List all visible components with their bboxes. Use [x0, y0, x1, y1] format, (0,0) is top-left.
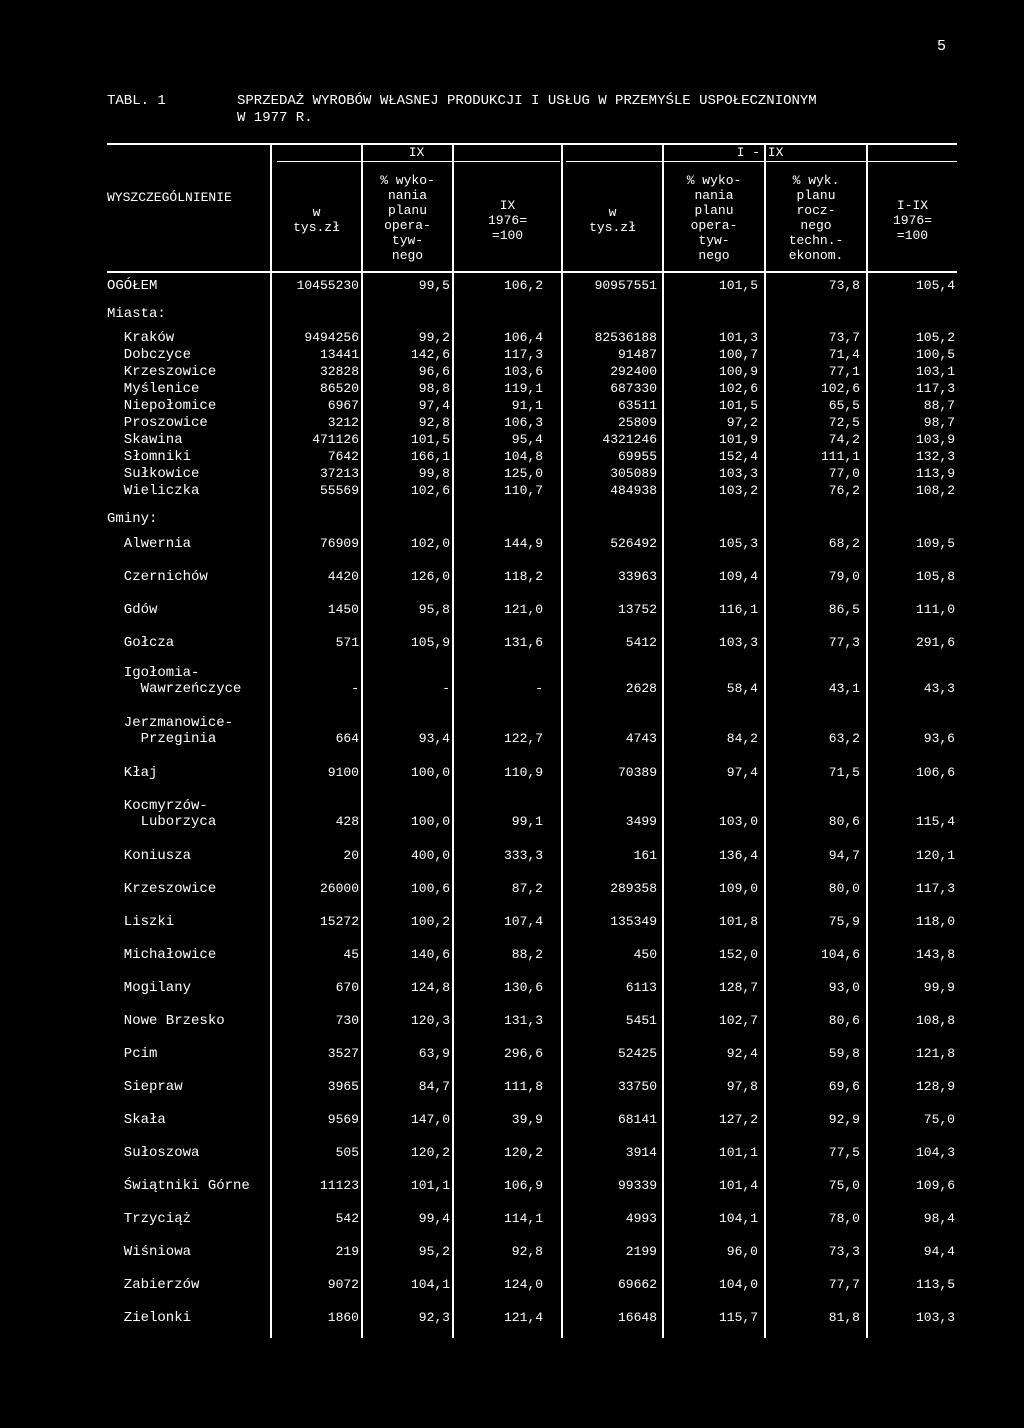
table-cell: 99,1 [511, 814, 543, 829]
table-cell: 33750 [617, 1079, 657, 1094]
table-cell: 94,4 [923, 1244, 955, 1259]
row-label: OGÓŁEM [107, 278, 158, 294]
table-cell: 16648 [617, 1310, 657, 1325]
table-cell: 92,8 [418, 415, 450, 430]
table-cell: 73,7 [828, 330, 860, 345]
row-label: Słomniki [107, 449, 192, 465]
row-label: Michałowice [107, 947, 217, 963]
table-cell: 25809 [617, 415, 657, 430]
table-cell: 94,7 [828, 848, 860, 863]
table-cell: 99,5 [418, 278, 450, 293]
table-cell: 3212 [327, 415, 359, 430]
row-label: Miasta: [107, 306, 166, 322]
table-cell: 3965 [327, 1079, 359, 1094]
table-cell: 100,5 [915, 347, 955, 362]
item-header: WYSZCZEGÓLNIENIE [107, 190, 232, 205]
table-cell: 99339 [617, 1178, 657, 1193]
row-label: Jerzmanowice- Przeginia [123, 715, 234, 747]
table-cell: 104,8 [503, 449, 543, 464]
table-cell: 4321246 [602, 432, 657, 447]
table-cell: 63,2 [828, 731, 860, 746]
table-cell: 106,9 [503, 1178, 543, 1193]
table-cell: 103,3 [915, 1310, 955, 1325]
table-cell: 33963 [617, 569, 657, 584]
table-cell: 26000 [319, 881, 359, 896]
table-cell: 128,7 [718, 980, 758, 995]
row-label: Kraków [107, 330, 175, 346]
table-cell: 111,1 [820, 449, 860, 464]
row-label: Sułoszowa [107, 1145, 200, 1161]
table-cell: 130,6 [503, 980, 543, 995]
table-cell: 117,3 [503, 347, 543, 362]
table-cell: 75,9 [828, 914, 860, 929]
table-cell: 296,6 [503, 1046, 543, 1061]
table-cell: 100,0 [410, 814, 450, 829]
table-cell: 124,8 [410, 980, 450, 995]
table-cell: 114,1 [503, 1211, 543, 1226]
row-label: Trzyciąż [107, 1211, 192, 1227]
table-cell: 100,6 [410, 881, 450, 896]
table-cell: 305089 [610, 466, 657, 481]
table-cell: 59,8 [828, 1046, 860, 1061]
page-number: 5 [937, 38, 947, 55]
table-cell: 99,4 [418, 1211, 450, 1226]
table-cell: 118,2 [503, 569, 543, 584]
table-cell: 77,1 [828, 364, 860, 379]
table-cell: 102,7 [718, 1013, 758, 1028]
table-cell: 15272 [319, 914, 359, 929]
table-cell: 289358 [610, 881, 657, 896]
table-cell: 101,5 [410, 432, 450, 447]
table-cell: 101,5 [718, 278, 758, 293]
table-cell: 103,0 [718, 814, 758, 829]
table-cell: 93,0 [828, 980, 860, 995]
row-label: Skała [107, 1112, 166, 1128]
table-cell: 147,0 [410, 1112, 450, 1127]
col-header-value-i-ix: w tys.zł [589, 205, 636, 235]
table-cell: 43,1 [828, 681, 860, 696]
table-cell: 87,2 [511, 881, 543, 896]
table-cell: 6967 [327, 398, 359, 413]
table-cell: 103,2 [718, 483, 758, 498]
table-cell: 77,7 [828, 1277, 860, 1292]
row-label: Myślenice [107, 381, 200, 397]
row-label: Świątniki Górne [107, 1178, 250, 1194]
group-i-ix-rule [566, 161, 957, 162]
table-cell: 73,8 [828, 278, 860, 293]
table-cell: 71,4 [828, 347, 860, 362]
table-cell: 80,0 [828, 881, 860, 896]
table-cell: 11123 [319, 1178, 359, 1193]
table-cell: 13752 [617, 602, 657, 617]
table-label: TABL. 1 [107, 93, 166, 109]
table-cell: 78,0 [828, 1211, 860, 1226]
row-label: Dobczyce [107, 347, 192, 363]
table-cell: 542 [335, 1211, 359, 1226]
table-cell: 291,6 [915, 635, 955, 650]
table-cell: 91,1 [511, 398, 543, 413]
table-cell: 100,7 [718, 347, 758, 362]
table-cell: 74,2 [828, 432, 860, 447]
table-cell: 100,2 [410, 914, 450, 929]
table-cell: 131,3 [503, 1013, 543, 1028]
table-cell: 102,0 [410, 536, 450, 551]
table-cell: 69662 [617, 1277, 657, 1292]
table-cell: 505 [335, 1145, 359, 1160]
table-cell: 77,0 [828, 466, 860, 481]
table-cell: 121,0 [503, 602, 543, 617]
table-cell: 79,0 [828, 569, 860, 584]
table-cell: 118,0 [915, 914, 955, 929]
table-cell: - [535, 681, 543, 696]
table-cell: 95,8 [418, 602, 450, 617]
table-cell: 76,2 [828, 483, 860, 498]
table-cell: 76909 [319, 536, 359, 551]
table-cell: 109,6 [915, 1178, 955, 1193]
table-cell: 102,6 [410, 483, 450, 498]
table-title-line1: SPRZEDAŻ WYROBÓW WŁASNEJ PRODUKCJI I USŁUG W PRZEMYŚLE USPOŁECZNIONYM [237, 93, 817, 109]
table-cell: 142,6 [410, 347, 450, 362]
table-cell: 670 [335, 980, 359, 995]
table-cell: 105,4 [915, 278, 955, 293]
table-cell: 104,1 [410, 1277, 450, 1292]
table-cell: 109,0 [718, 881, 758, 896]
table-cell: 3527 [327, 1046, 359, 1061]
table-cell: 101,1 [718, 1145, 758, 1160]
table-cell: 152,4 [718, 449, 758, 464]
table-cell: 68,2 [828, 536, 860, 551]
table-cell: 111,8 [503, 1079, 543, 1094]
table-cell: 6113 [625, 980, 657, 995]
row-label: Koniusza [107, 848, 192, 864]
table-cell: 140,6 [410, 947, 450, 962]
table-cell: 102,6 [820, 381, 860, 396]
col-header-annual-plan: % wyk. planu rocz- nego techn.- ekonom. [788, 173, 844, 263]
col-header-index-i-ix: I-IX 1976= =100 [892, 198, 932, 243]
table-cell: 111,0 [915, 602, 955, 617]
table-cell: 92,4 [726, 1046, 758, 1061]
table-cell: 2199 [625, 1244, 657, 1259]
table-cell: 80,6 [828, 1013, 860, 1028]
table-cell: 72,5 [828, 415, 860, 430]
table-cell: 69955 [617, 449, 657, 464]
table-cell: 109,4 [718, 569, 758, 584]
table-cell: 71,5 [828, 765, 860, 780]
row-label: Skawina [107, 432, 183, 448]
table-cell: 84,7 [418, 1079, 450, 1094]
table-cell: 687330 [610, 381, 657, 396]
table-cell: 106,2 [503, 278, 543, 293]
table-cell: 113,5 [915, 1277, 955, 1292]
table-cell: 106,6 [915, 765, 955, 780]
header-bottom-rule [107, 271, 957, 273]
table-cell: 471126 [312, 432, 359, 447]
table-cell: 117,3 [915, 881, 955, 896]
table-cell: 45 [343, 947, 359, 962]
table-cell: 136,4 [718, 848, 758, 863]
table-cell: 63,9 [418, 1046, 450, 1061]
table-cell: 98,4 [923, 1211, 955, 1226]
table-cell: 97,4 [418, 398, 450, 413]
table-cell: 166,1 [410, 449, 450, 464]
table-cell: 126,0 [410, 569, 450, 584]
table-cell: 120,1 [915, 848, 955, 863]
table-cell: 69,6 [828, 1079, 860, 1094]
table-cell: 108,2 [915, 483, 955, 498]
row-label: Niepołomice [107, 398, 217, 414]
table-cell: 101,4 [718, 1178, 758, 1193]
row-label: Nowe Brzesko [107, 1013, 225, 1029]
table-cell: 152,0 [718, 947, 758, 962]
table-cell: 84,2 [726, 731, 758, 746]
table-cell: 1450 [327, 602, 359, 617]
table-cell: 3914 [625, 1145, 657, 1160]
row-label: Gminy: [107, 511, 158, 527]
group-ix-rule [277, 161, 560, 162]
table-cell: 116,1 [718, 602, 758, 617]
table-cell: 104,0 [718, 1277, 758, 1292]
row-label: Proszowice [107, 415, 208, 431]
table-cell: 124,0 [503, 1277, 543, 1292]
table-cell: 128,9 [915, 1079, 955, 1094]
table-cell: 32828 [319, 364, 359, 379]
table-cell: 117,3 [915, 381, 955, 396]
row-label: Liszki [107, 914, 175, 930]
table-cell: 100,0 [410, 765, 450, 780]
table-cell: 92,8 [511, 1244, 543, 1259]
table-cell: 100,9 [718, 364, 758, 379]
table-cell: 52425 [617, 1046, 657, 1061]
table-cell: - [442, 681, 450, 696]
table-cell: 103,6 [503, 364, 543, 379]
table-cell: 121,8 [915, 1046, 955, 1061]
table-cell: 9494256 [304, 330, 359, 345]
table-cell: 428 [335, 814, 359, 829]
table-cell: 120,3 [410, 1013, 450, 1028]
row-label: Czernichów [107, 569, 208, 585]
row-label: Igołomia- Wawrzeńczyce [123, 665, 242, 697]
table-cell: 86520 [319, 381, 359, 396]
table-cell: 70389 [617, 765, 657, 780]
table-cell: 101,8 [718, 914, 758, 929]
table-cell: 4420 [327, 569, 359, 584]
row-label: Mogilany [107, 980, 192, 996]
table-cell: 93,4 [418, 731, 450, 746]
table-cell: 2628 [625, 681, 657, 696]
row-label: Gołcza [107, 635, 175, 651]
group-header-ix: IX [408, 145, 425, 160]
table-cell: 121,4 [503, 1310, 543, 1325]
table-cell: 119,1 [503, 381, 543, 396]
table-cell: 103,1 [915, 364, 955, 379]
table-cell: 104,1 [718, 1211, 758, 1226]
row-label: Pcim [107, 1046, 158, 1062]
table-cell: 58,4 [726, 681, 758, 696]
table-cell: 115,7 [718, 1310, 758, 1325]
table-cell: 96,6 [418, 364, 450, 379]
table-cell: 7642 [327, 449, 359, 464]
table-cell: 9072 [327, 1277, 359, 1292]
table-cell: 91487 [617, 347, 657, 362]
table-cell: 88,2 [511, 947, 543, 962]
table-cell: 103,9 [915, 432, 955, 447]
row-label: Krzeszowice [107, 881, 217, 897]
table-cell: 92,9 [828, 1112, 860, 1127]
table-cell: 113,9 [915, 466, 955, 481]
table-cell: 106,3 [503, 415, 543, 430]
table-cell: 101,3 [718, 330, 758, 345]
table-cell: 131,6 [503, 635, 543, 650]
table-cell: 102,6 [718, 381, 758, 396]
table-cell: 333,3 [503, 848, 543, 863]
row-label: Siepraw [107, 1079, 183, 1095]
table-cell: 526492 [610, 536, 657, 551]
table-cell: 101,1 [410, 1178, 450, 1193]
table-cell: 55569 [319, 483, 359, 498]
table-cell: 450 [633, 947, 657, 962]
table-cell: 77,5 [828, 1145, 860, 1160]
group-header-i-ix: I - IX [736, 145, 784, 160]
row-label: Kłaj [107, 765, 158, 781]
table-cell: 106,4 [503, 330, 543, 345]
row-label: Wieliczka [107, 483, 200, 499]
table-cell: 13441 [319, 347, 359, 362]
table-cell: 68141 [617, 1112, 657, 1127]
table-cell: 39,9 [511, 1112, 543, 1127]
row-label: Krzeszowice [107, 364, 217, 380]
table-cell: 664 [335, 731, 359, 746]
table-cell: 88,7 [923, 398, 955, 413]
table-cell: 120,2 [410, 1145, 450, 1160]
col-header-index-ix: IX 1976= =100 [487, 198, 527, 243]
table-cell: 103,3 [718, 466, 758, 481]
table-cell: 132,3 [915, 449, 955, 464]
table-cell: 161 [633, 848, 657, 863]
table-cell: 125,0 [503, 466, 543, 481]
row-label: Alwernia [107, 536, 192, 552]
table-cell: 82536188 [594, 330, 657, 345]
table-cell: 110,7 [503, 483, 543, 498]
table-cell: 484938 [610, 483, 657, 498]
table-cell: 9569 [327, 1112, 359, 1127]
table-cell: 43,3 [923, 681, 955, 696]
table-cell: 77,3 [828, 635, 860, 650]
table-cell: 107,4 [503, 914, 543, 929]
table-cell: 98,8 [418, 381, 450, 396]
table-cell: 110,9 [503, 765, 543, 780]
row-label: Zielonki [107, 1310, 192, 1326]
table-cell: 97,8 [726, 1079, 758, 1094]
table-cell: 92,3 [418, 1310, 450, 1325]
row-label: Zabierzów [107, 1277, 200, 1293]
table-cell: 95,2 [418, 1244, 450, 1259]
table-cell: 4993 [625, 1211, 657, 1226]
table-cell: 99,9 [923, 980, 955, 995]
row-label: Gdów [107, 602, 158, 618]
table-cell: 109,5 [915, 536, 955, 551]
table-cell: 144,9 [503, 536, 543, 551]
table-cell: 5412 [625, 635, 657, 650]
table-cell: 105,9 [410, 635, 450, 650]
table-cell: 101,9 [718, 432, 758, 447]
col-header-plan-i-ix: % wyko- nania planu opera- tyw- nego [686, 173, 742, 263]
row-label: Sułkowice [107, 466, 200, 482]
table-cell: 86,5 [828, 602, 860, 617]
table-cell: 122,7 [503, 731, 543, 746]
table-cell: 104,6 [820, 947, 860, 962]
table-cell: 81,8 [828, 1310, 860, 1325]
table-cell: 97,2 [726, 415, 758, 430]
table-cell: 95,4 [511, 432, 543, 447]
table-cell: 98,7 [923, 415, 955, 430]
table-cell: 105,3 [718, 536, 758, 551]
table-cell: 571 [335, 635, 359, 650]
table-cell: 143,8 [915, 947, 955, 962]
table-cell: 105,8 [915, 569, 955, 584]
table-cell: 37213 [319, 466, 359, 481]
table-cell: 63511 [617, 398, 657, 413]
table-cell: 75,0 [828, 1178, 860, 1193]
table-cell: 93,6 [923, 731, 955, 746]
table-cell: 120,2 [503, 1145, 543, 1160]
table-cell: 99,2 [418, 330, 450, 345]
table-cell: 9100 [327, 765, 359, 780]
table-cell: 108,8 [915, 1013, 955, 1028]
table-cell: - [351, 681, 359, 696]
table-cell: 104,3 [915, 1145, 955, 1160]
table-cell: 90957551 [594, 278, 657, 293]
table-cell: 115,4 [915, 814, 955, 829]
table-cell: 103,3 [718, 635, 758, 650]
table-cell: 4743 [625, 731, 657, 746]
table-cell: 20 [343, 848, 359, 863]
table-cell: 80,6 [828, 814, 860, 829]
table-cell: 75,0 [923, 1112, 955, 1127]
table-cell: 1860 [327, 1310, 359, 1325]
table-cell: 5451 [625, 1013, 657, 1028]
col-header-plan-ix: % wyko- nania planu opera- tyw- nego [380, 173, 435, 263]
table-cell: 135349 [610, 914, 657, 929]
table-cell: 292400 [610, 364, 657, 379]
row-label: Wiśniowa [107, 1244, 192, 1260]
table-cell: 127,2 [718, 1112, 758, 1127]
table-cell: 730 [335, 1013, 359, 1028]
table-cell: 65,5 [828, 398, 860, 413]
table-cell: 219 [335, 1244, 359, 1259]
table-cell: 105,2 [915, 330, 955, 345]
table-cell: 73,3 [828, 1244, 860, 1259]
table-cell: 3499 [625, 814, 657, 829]
table-cell: 97,4 [726, 765, 758, 780]
row-label: Kocmyrzów- Luborzyca [123, 798, 217, 830]
table-cell: 101,5 [718, 398, 758, 413]
table-title-line2: W 1977 R. [237, 110, 313, 126]
table-cell: 99,8 [418, 466, 450, 481]
table-cell: 400,0 [410, 848, 450, 863]
table-cell: 96,0 [726, 1244, 758, 1259]
col-header-value-ix: w tys.zł [293, 205, 340, 235]
table-cell: 10455230 [296, 278, 359, 293]
